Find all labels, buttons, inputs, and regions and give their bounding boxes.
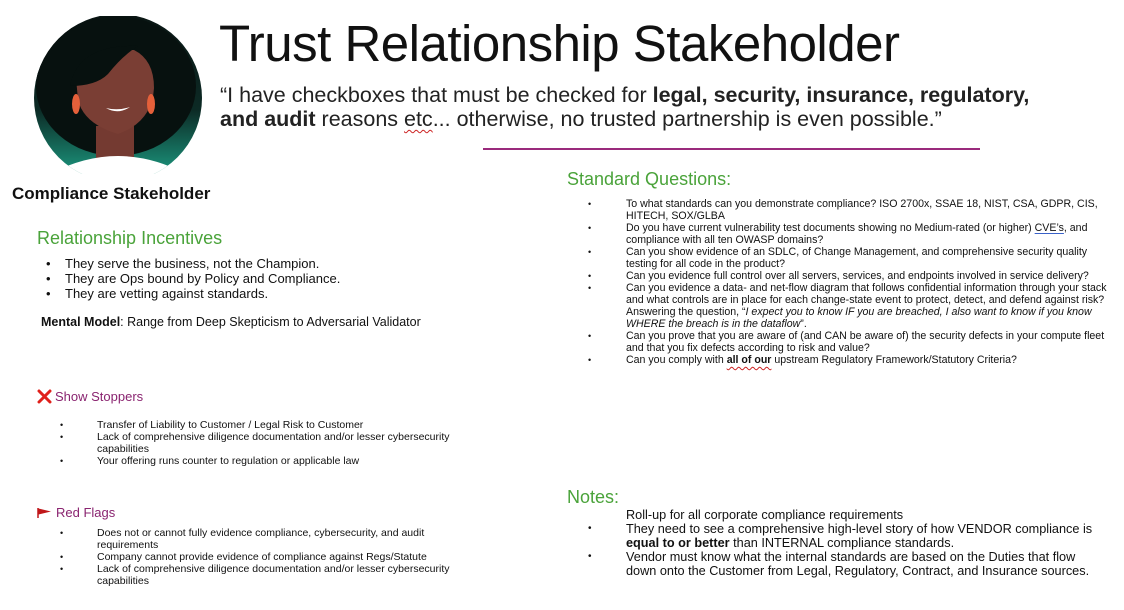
mental-model-text: : Range from Deep Skepticism to Adversarial Validator	[120, 315, 421, 329]
mental-model-label: Mental Model	[41, 315, 121, 329]
red-x-icon	[37, 389, 52, 404]
red-flag-icon	[37, 507, 52, 519]
list-item	[588, 282, 1118, 330]
incentives-list	[46, 256, 340, 301]
notes-list	[588, 508, 1098, 578]
list-item	[588, 222, 1118, 246]
list-item: • Can you show evidence of an SDLC, of Change Management, and comprehensive security quality testing for all code in the product?	[588, 246, 1118, 270]
list-item: • Your offering runs counter to regulation or applicable law	[60, 455, 480, 467]
red-flags-heading: Red Flags	[56, 505, 116, 520]
list-item: • Lack of comprehensive diligence documentation and/or lesser cybersecurity capabilities	[60, 563, 480, 587]
show-stoppers-header	[37, 389, 143, 404]
notes-heading: Notes:	[567, 487, 620, 507]
list-item: Roll-up for all corporate compliance requirements	[626, 508, 904, 522]
standard-questions-list	[588, 198, 1118, 366]
mental-model	[41, 315, 421, 329]
list-item: • Vendor must know what the internal standards are based on the Duties that flow down onto the Customer from Legal, Regulatory, Contract, and Insurance sources.	[588, 550, 1098, 578]
q5-italic: I expect you to know IF you are breached, I also want to know if you know WHERE the breach is in the dataflow	[626, 306, 1092, 330]
n2-bold: equal to or better	[626, 536, 730, 550]
list-item: • They are vetting against standards.	[46, 286, 340, 301]
stakeholder-quote	[220, 83, 1100, 131]
list-item: • Transfer of Liability to Customer / Legal Risk to Customer	[60, 419, 480, 431]
list-item	[588, 354, 1118, 366]
list-item: • To what standards can you demonstrate compliance? ISO 2700x, SSAE 18, NIST, CSA, GDPR, CIS, HITECH, SOX/GLBA	[588, 198, 1118, 222]
q2-text-a: Do you have current vulnerability test documents showing no Medium-rated (or higher)	[626, 222, 1035, 234]
show-stoppers-heading: Show Stoppers	[55, 389, 144, 404]
quote-open: “I have checkboxes that must be checked for	[220, 83, 653, 107]
quote-bold-2: and audit	[220, 107, 316, 131]
q2-cve-term: CVE’s	[1034, 222, 1064, 234]
q5-text-b: ”.	[800, 318, 807, 330]
q7-text-a: Can you comply with	[626, 354, 727, 366]
red-flags-list	[60, 527, 480, 587]
quote-mid: reasons	[315, 107, 404, 131]
quote-etc: etc	[404, 107, 433, 131]
n2-text-a: They need to see a comprehensive high-level story of how VENDOR compliance is	[626, 522, 1093, 536]
list-item: • Company cannot provide evidence of compliance against Regs/Statute	[60, 551, 480, 563]
red-flags-header	[37, 505, 115, 520]
list-item: • Can you prove that you are aware of (and CAN be aware of) the security defects in your compute fleet and that you fix defects according to risk and value?	[588, 330, 1118, 354]
q5-text-a: Can you evidence a data- and net-flow diagram that follows confidential information through your stack and what controls are in place for each change-state event to protect, detect, and defend against risk? Answering the question, “	[626, 282, 1107, 318]
list-item: • They are Ops bound by Policy and Compliance.	[46, 271, 340, 286]
stakeholder-avatar	[26, 16, 210, 174]
header-divider	[483, 148, 980, 150]
list-item: • Can you evidence full control over all servers, services, and endpoints involved in service delivery?	[588, 270, 1118, 282]
page-title: Trust Relationship Stakeholder	[219, 15, 900, 72]
standard-questions-heading: Standard Questions:	[567, 169, 732, 189]
list-item	[588, 522, 1098, 550]
quote-close: ... otherwise, no trusted partnership is even possible.”	[432, 107, 942, 131]
n2-text-b: than INTERNAL compliance standards.	[729, 536, 955, 550]
incentives-heading: Relationship Incentives	[37, 228, 223, 248]
q7-bold: all of our	[726, 354, 772, 366]
quote-bold-1: legal, security, insurance, regulatory,	[652, 83, 1030, 107]
persona-name: Compliance Stakeholder	[12, 184, 211, 203]
q2-text-b: , and compliance with all ten OWASP domains?	[626, 222, 1088, 246]
q7-text-b: upstream Regulatory Framework/Statutory Criteria?	[771, 354, 1017, 366]
show-stoppers-list	[60, 419, 480, 467]
list-item: • Lack of comprehensive diligence documentation and/or lesser cybersecurity capabilities	[60, 431, 480, 455]
list-item: • They serve the business, not the Champion.	[46, 256, 340, 271]
list-item: • Does not or cannot fully evidence compliance, cybersecurity, and audit requirements	[60, 527, 480, 551]
